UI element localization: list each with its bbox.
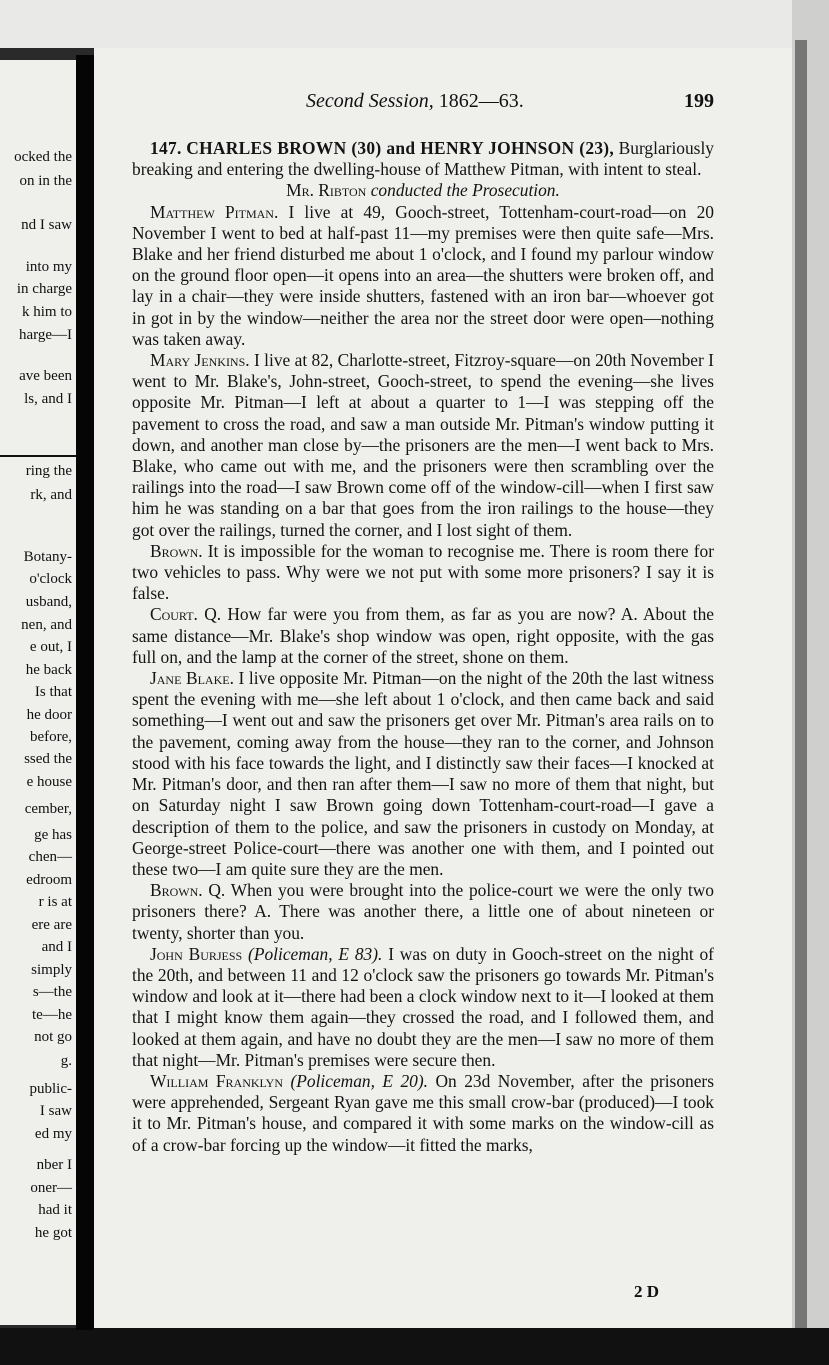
background-surface xyxy=(0,0,829,48)
speaker-name: Jane Blake. xyxy=(150,668,234,689)
left-margin-line: had it xyxy=(38,1202,72,1218)
left-margin-line: simply xyxy=(31,962,72,978)
testimony-paragraph xyxy=(132,202,714,350)
left-margin-line: ocked the xyxy=(14,149,72,165)
testimony-paragraph xyxy=(132,604,714,668)
speaker-name: John Burjess xyxy=(150,943,243,964)
left-margin-line: nber I xyxy=(36,1157,72,1173)
left-margin-line: o'clock xyxy=(29,571,72,587)
left-margin-line: g. xyxy=(60,1053,72,1069)
left-margin-line: I saw xyxy=(39,1103,72,1119)
left-margin-line: ere are xyxy=(31,917,72,933)
case-heading: 147. CHARLES BROWN (30) and HENRY JOHNSON (23), Burglariously breaking and entering the dwelling-house of Matthew Pitman, with intent to steal. xyxy=(132,138,714,180)
speaker-name: Brown. xyxy=(150,880,203,901)
testimony-paragraph xyxy=(132,350,714,541)
left-margin-line: ls, and I xyxy=(24,391,72,407)
left-margin-line: cember, xyxy=(24,801,72,817)
testimony-text: I live opposite Mr. Pitman—on the night of the 20th the last witness spent the evening with me—she left about 1 o'clock, and then came back and said something—I went out and saw the prisoners get over Mr. Pitman's area rails on to the pavement, coming away from the house—they ran to the corner, and Johnson stood with his face towards the light, and I distinctly saw their faces—I knocked at Mr. Pitman's door, and then ran after them—I saw no more of them that night, but on Saturday night I saw Brown going down Tottenham-court-road—I gave a description of them to the police, and saw the prisoners in custody on Monday, at George-street Police-court—there was another one with them, and I pointed out these two—I am quite sure they are the men. xyxy=(132,668,714,879)
left-margin-line: harge—I xyxy=(18,327,72,343)
testimony-text: I live at 49, Gooch-street, Tottenham-court-road—on 20 November I went to bed at half-past 11—my premises were then quite safe—Mrs. Blake and her friend disturbed me about 1 o'clock, and I found my parlour window on the ground floor open—it opens into an area—the shutters were broken off, and lay in a chair—they were inside shutters, fastened with an iron bar—whoever got in got in by the window—neither the area nor the street door were open—nothing was taken away. xyxy=(132,201,714,349)
left-margin-line: public- xyxy=(29,1081,72,1097)
speaker-name: Mary Jenkins. xyxy=(150,350,250,371)
left-margin-line: oner— xyxy=(30,1180,72,1196)
prosecution-line: Mr. Ribton conducted the Prosecution. xyxy=(286,180,560,201)
testimony-paragraph xyxy=(132,1071,714,1156)
book-bottom-shadow xyxy=(0,1328,829,1365)
left-margin-line: rk, and xyxy=(30,487,72,503)
left-margin-line: ring the xyxy=(25,463,72,479)
left-margin-line: edroom xyxy=(26,872,72,888)
testimony-text: It is impossible for the woman to recognise me. There is room there for two vehicles to pass. Why were we not put with some more prisoners? I say it is false. xyxy=(132,540,714,604)
main-page xyxy=(94,48,792,1328)
testimony-text: Q. How far were you from them, as far as you are now? A. About the same distance—Mr. Blake's shop window was open, right opposite, with the gas full on, and the lamp at the corner of the street, shone on them. xyxy=(132,604,714,667)
left-margin-line: in charge xyxy=(16,281,72,297)
left-margin-line: before, xyxy=(29,729,72,745)
speaker-name: Matthew Pitman. xyxy=(150,201,279,222)
left-margin-line: Is that xyxy=(34,684,72,700)
left-margin-line: e house xyxy=(26,774,72,790)
left-margin-line: chen— xyxy=(28,849,72,865)
left-margin-line: nd I saw xyxy=(21,217,72,233)
left-margin-line: r is at xyxy=(38,894,72,910)
speaker-name: William Franklyn xyxy=(150,1070,283,1091)
testimony-paragraph xyxy=(132,541,714,605)
left-margin-line: not go xyxy=(34,1029,72,1045)
book-gutter xyxy=(76,55,94,1330)
book-edge-shadow xyxy=(795,40,807,1330)
testimony-paragraph xyxy=(132,880,714,944)
testimony-text: I was on duty in Gooch-street on the night of the 20th, and between 11 and 12 o'clock saw the prisoners go towards Mr. Pitman's window and look at it—there had been a clock window next to it—I looked at them that I might know them again—they crossed the road, and I followed them, and looked at them again, and have no doubt they are the men—I saw no more of them that night—Mr. Pitman's premises were secure then. xyxy=(132,943,714,1070)
left-margin-line: Botany- xyxy=(23,549,72,565)
left-margin-line: into my xyxy=(25,259,72,275)
left-margin-line: ssed the xyxy=(24,751,72,767)
testimony-list xyxy=(132,202,714,1156)
section-rule xyxy=(0,455,76,457)
speaker-role: (Policeman, E 83). xyxy=(248,943,383,964)
speaker-name: Brown. xyxy=(150,540,203,561)
testimony-text: Q. When you were brought into the police-court we were the only two prisoners there? A. There was another there, a little one of about nineteen or twenty, shorter than you. xyxy=(132,880,714,943)
left-margin-line: te—he xyxy=(32,1007,72,1023)
left-page-fragment xyxy=(0,60,76,1325)
left-margin-line: e out, I xyxy=(29,639,72,655)
signature-mark: 2 D xyxy=(634,1282,660,1301)
left-margin-line: on in the xyxy=(19,173,72,189)
left-margin-line: he door xyxy=(26,707,72,723)
left-margin-line: he got xyxy=(34,1225,72,1241)
testimony-paragraph xyxy=(132,944,714,1071)
left-margin-line: ed my xyxy=(34,1126,72,1142)
left-margin-line: nen, and xyxy=(21,617,72,633)
left-margin-line: ge has xyxy=(34,827,72,843)
testimony-text: I live at 82, Charlotte-street, Fitzroy-square—on 20th November I went to Mr. Blake's, John-street, Gooch-street, to spend the evening—she lives opposite Mr. Pitman—I left at about a quarter to 1—I was stepping off the pavement to cross the road, and saw a man outside Mr. Pitman's window putting it down, and another man close by—the prisoners are the men—I went back to Mrs. Blake, who came out with me, and the prisoners were then scrambling over the railings into the road—I saw Brown come off of the window-cill—when I first saw him he was standing on a bar that goes from the iron railings to the house—they got over the railings, turned the corner, and I lost sight of them. xyxy=(132,350,714,540)
left-margin-line: ave been xyxy=(19,368,72,384)
speaker-role: (Policeman, E 20). xyxy=(290,1070,429,1091)
left-margin-line: usband, xyxy=(25,594,72,610)
testimony-paragraph xyxy=(132,668,714,880)
page-number: 199 xyxy=(684,90,714,112)
speaker-name: Court. xyxy=(150,604,198,625)
page-body xyxy=(132,138,714,1156)
testimony-text: On 23d November, after the prisoners were apprehended, Sergeant Ryan gave me this small crow-bar (produced)—I took it to Mr. Pitman's house, and compared it with some marks on the window-cill as of a crow-bar forcing up the window—it fitted the marks, xyxy=(132,1070,714,1155)
left-margin-line: k him to xyxy=(21,304,72,320)
running-header xyxy=(94,90,792,118)
running-title: Second Session, 1862—63. xyxy=(306,90,524,112)
left-margin-line: s—the xyxy=(32,984,72,1000)
left-margin-line: and I xyxy=(41,939,72,955)
left-margin-line: he back xyxy=(25,662,72,678)
